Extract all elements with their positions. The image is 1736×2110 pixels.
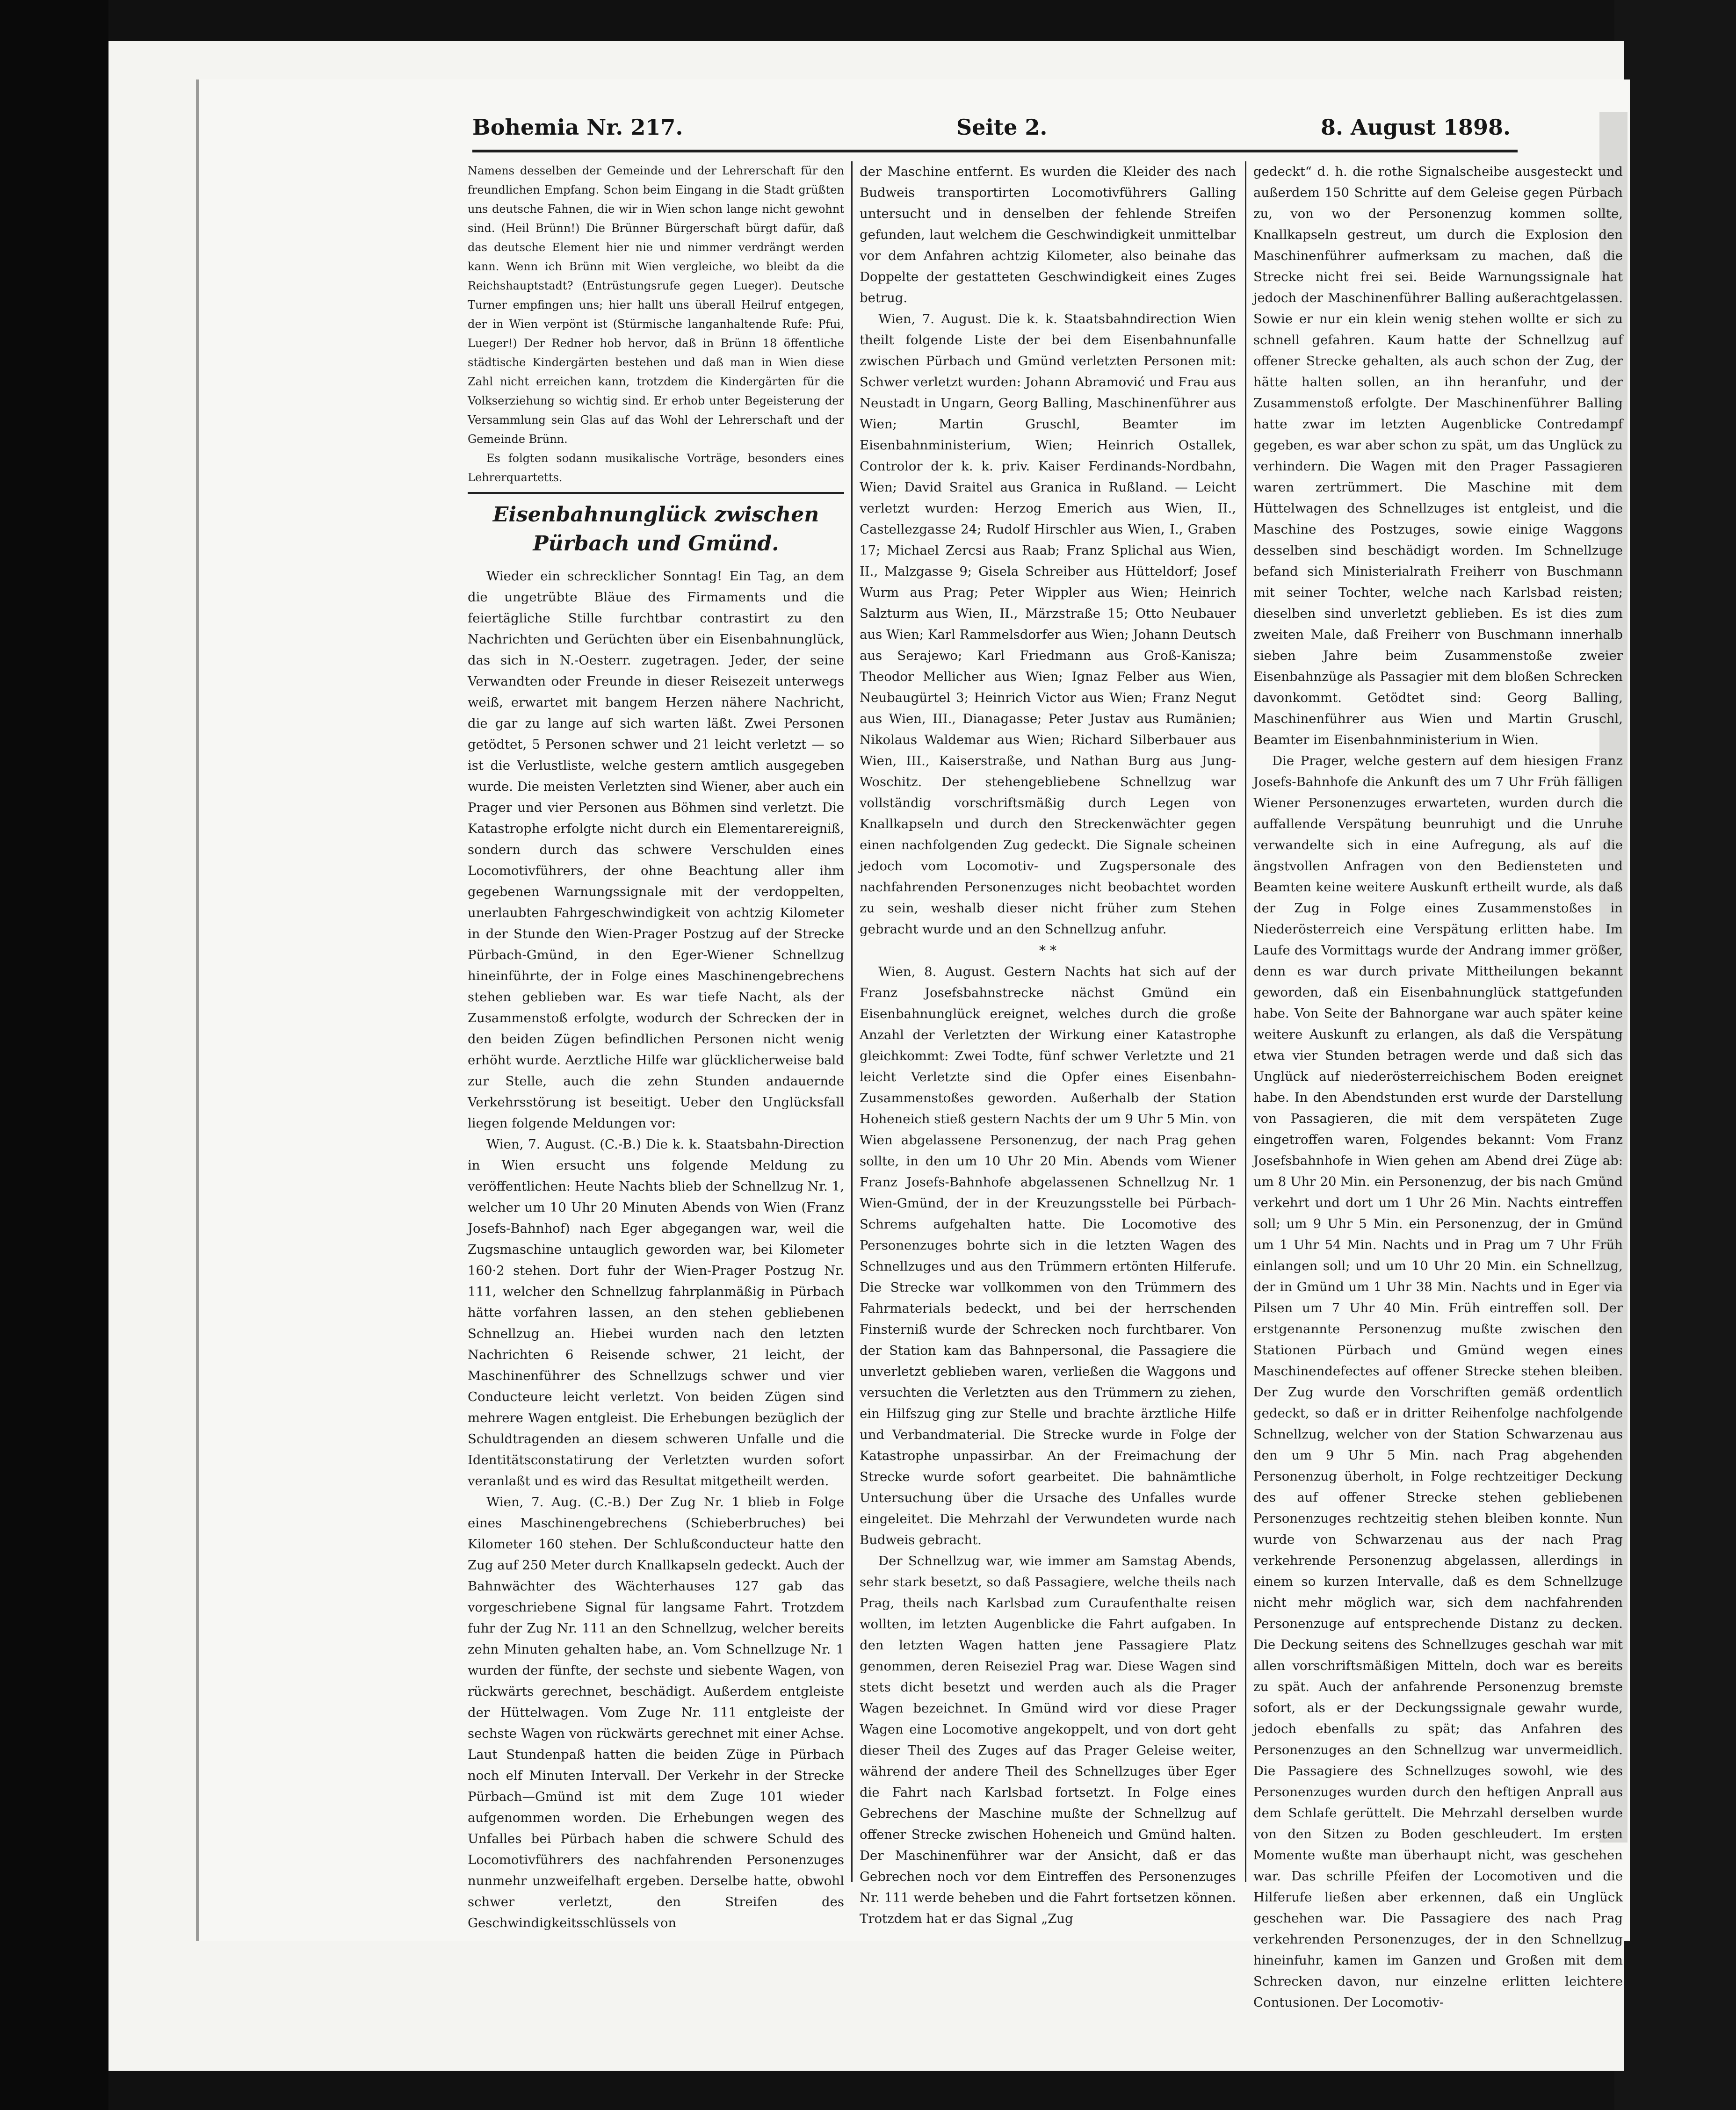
column-3 — [1253, 161, 1623, 2010]
section-separator: * * — [1039, 943, 1056, 958]
header-date: 8. August 1898. — [1321, 115, 1511, 140]
article-paragraph: Wieder ein schrecklicher Sonntag! Ein Tag, an dem die ungetrübte Bläue des Firmaments und die feiertägliche Stille furchtbar contrastirt zu den Nachrichten und Gerüchten über ein Eisenbahnunglück, das sich in N.-Oesterr. zugetragen. Jeder, der seine Verwandten oder Freunde in dieser Reisezeit unterwegs weiß, erwartet mit bangem Herzen nähere Nachricht, die gar zu lange auf sich warten läßt. Zwei Personen getödtet, 5 Personen schwer und 21 leicht verletzt — so ist die Verlustliste, welche gestern amtlich ausgegeben wurde. Die meisten Verletzten sind Wiener, aber auch ein Prager und vier Personen aus Böhmen sind verletzt. Die Katastrophe erfolgte nicht durch ein Elementarereigniß, sondern durch das schwere Verschulden eines Locomotivführers, der ohne Beachtung aller ihm gegebenen Warnungssignale mit der verdoppelten, unerlaubten Fahrgeschwindigkeit von achtzig Kilometer in der Stunde den Wien-Prager Postzug auf der Strecke Pürbach-Gmünd, in den Eger-Wiener Schnellzug hineinführte, der in Folge eines Maschinengebrechens stehen geblieben war. Es war tiefe Nacht, als der Zusammenstoß erfolgte, wodurch der Schrecken der in den beiden Zügen befindlichen Personen nicht wenig erhöht wurde. Aerztliche Hilfe war glücklicherweise bald zur Stelle, auch die zehn Stunden andauernde Verkehrsstörung ist beseitigt. Ueber den Unglücksfall liegen folgende Meldungen vor: — [468, 569, 844, 1131]
article-headline: Eisenbahnunglück zwischen Pürbach und Gmünd. — [492, 503, 819, 556]
column-rule-2 — [1245, 161, 1246, 1882]
article-intro: Namens desselben der Gemeinde und der Lehrerschaft für den freundlichen Empfang. Schon beim Eingang in die Stadt grüßten uns deutsche Fahnen, die wir in Wien schon lange nicht gewohnt sind. (Heil Brünn!) Die Brünner Bürgerschaft bürgt dafür, daß das deutsche Element hier nie und nimmer verdrängt werden kann. Wenn ich Brünn mit Wien vergleiche, wo bleibt da die Reichshauptstadt? (Entrüstungsrufe gegen Lueger). Deutsche Turner empfingen uns; hier hallt uns überall Heilruf entgegen, der in Wien verpönt ist (Stürmische langanhaltende Rufe: Pfui, Lueger!) Der Redner hob hervor, daß in Brünn 18 öffentliche städtische Kindergärten bestehen und daß man in Wien diese Zahl nicht erreichen kann, trotzdem die Kindergärten für die Volkserziehung so wichtig sind. Er erhob unter Begeisterung der Versammlung sein Glas auf das Wohl der Lehrerschaft und der Gemeinde Brünn. — [468, 164, 844, 446]
article-paragraph: Wien, 7. August. (C.-B.) Die k. k. Staatsbahn-Direction in Wien ersucht uns folgende Meldung zu veröffentlichen: Heute Nachts blieb der Schnellzug Nr. 1, welcher um 10 Uhr 20 Minuten Abends von Wien (Franz Josefs-Bahnhof) nach Eger abgegangen war, weil die Zugsmaschine untauglich geworden war, bei Kilometer 160·2 stehen. Dort fuhr der Wien-Prager Postzug Nr. 111, welcher den Schnellzug fahrplanmäßig in Pürbach hätte vorfahren lassen, an den stehen gebliebenen Schnellzug an. Hiebei wurden nach den letzten Nachrichten 6 Reisende schwer, 21 leicht, der Maschinenführer des Schnellzugs schwer und vier Conducteure leicht verletzt. Von beiden Zügen sind mehrere Wagen entgleist. Die Erhebungen bezüglich der Schuldtragenden an diesem schweren Unfalle und die Identitätsconstatirung der Verletzten wurden sofort veranlaßt und es wird das Resultat mitgetheilt werden. — [468, 1137, 844, 1489]
film-border-right — [1614, 0, 1736, 2110]
header-masthead: Bohemia Nr. 217. — [472, 115, 683, 140]
article-paragraph: gedeckt“ d. h. die rothe Signalscheibe ausgesteckt und außerdem 150 Schritte auf dem Geleise gegen Pürbach zu, von wo der Personenzug kommen sollte, Knallkapseln gestreut, um durch die Explosion den Maschinenführer aufmerksam zu machen, daß die Strecke nicht frei sei. Beide Warnungssignale hat jedoch der Maschinenführer Balling außerachtgelassen. Sowie er nur ein klein wenig stehen wollte er sich zu schnell gefahren. Kaum hatte der Schnellzug auf offener Strecke gehalten, als auch schon der Zug, der hätte halten sollen, an ihn heranfuhr, und der Zusammenstoß erfolgte. Der Maschinenführer Balling hatte zwar im letzten Augenblicke Contredampf gegeben, es war aber schon zu spät, um das Unglück zu verhindern. Die Wagen mit den Prager Passagieren waren zertrümmert. Die Maschine mit dem Hüttelwagen des Schnellzuges ist entgleist, und die Maschine des Postzuges, sowie einige Waggons desselben sind beschädigt worden. Im Schnellzuge befand sich Ministerialrath Freiherr von Buschmann mit seiner Tochter, welche nach Karlsbad reisten; dieselben sind unverletzt geblieben. Es ist dies zum zweiten Male, daß Freiherr von Buschmann innerhalb sieben Jahre beim Zusammenstoße zweier Eisenbahnzüge als Passagier mit dem bloßen Schrecken davonkommt. Getödtet sind: Georg Balling, Maschinenführer aus Wien und Martin Gruschl, Beamter im Eisenbahnministerium in Wien. — [1253, 164, 1623, 747]
article-paragraph: Die Prager, welche gestern auf dem hiesigen Franz Josefs-Bahnhofe die Ankunft des um 7 Uhr Früh fälligen Wiener Personenzuges erwarteten, wurden durch die auffallende Verspätung beunruhigt und die Unruhe verwandelte sich in eine Aufregung, als auf die ängstvollen Anfragen von den Bediensteten und Beamten keine weitere Auskunft ertheilt wurde, als daß der Zug in Folge eines Zusammenstoßes in Niederösterreich eine Verspätung erlitten habe. Im Laufe des Vormittags wurde der Andrang immer größer, denn es war durch private Mittheilungen bekannt geworden, daß ein Eisenbahnunglück stattgefunden habe. Von Seite der Bahnorgane war auch später keine weitere Auskunft zu erlangen, als daß die Verspätung etwa vier Stunden betragen werde und daß sich das Unglück auf niederösterreichischem Boden ereignet habe. In den Abendstunden erst wurde der Darstellung von Passagieren, die mit dem verspäteten Zuge eingetroffen waren, Folgendes bekannt: Vom Franz Josefsbahnhofe in Wien gehen am Abend drei Züge ab: um 8 Uhr 20 Min. ein Personenzug, der bis nach Gmünd verkehrt und dort um 1 Uhr 26 Min. Nachts eintreffen soll; um 9 Uhr 5 Min. ein Personenzug, der in Gmünd um 1 Uhr 54 Min. Nachts und in Prag um 7 Uhr Früh einlangen soll; und um 10 Uhr 20 Min. ein Schnellzug, der in Gmünd um 1 Uhr 38 Min. Nachts und in Eger via Pilsen um 7 Uhr 40 Min. Früh eintreffen soll. Der erstgenannte Personenzug mußte zwischen den Stationen Pürbach und Gmünd wegen eines Maschinendefectes auf offener Strecke stehen bleiben. Der Zug wurde den Vorschriften gemäß ordentlich gedeckt, so daß er in dritter Reihenfolge nachfolgende Schnellzug, welcher von der Station Schwarzenau aus den um 9 Uhr 5 Min. nach Prag abgehenden Personenzug überholt, in Folge rechtzeitiger Deckung des auf offener Strecke stehen gebliebenen Personenzuges rechtzeitig stehen bleiben konnte. Nun wurde von Schwarzenau aus der nach Prag verkehrende Personenzug abgelassen, allerdings in einem so kurzen Intervalle, daß es dem Schnellzuge nicht mehr möglich war, sich dem nachfahrenden Personenzuge auf entsprechende Distanz zu decken. Die Deckung seitens des Schnellzuges geschah war mit allen vorschriftsmäßigen Mitteln, doch war es bereits zu spät. Auch der anfahrende Personenzug bremste sofort, als er der Deckungssignale gewahr wurde, jedoch ebenfalls zu spät; das Anfahren des Personenzuges an den Schnellzug war unvermeidlich. Die Passagiere des Schnellzuges sowohl, wie des Personenzuges wurden durch den heftigen Anprall aus dem Schlafe gerüttelt. Die Mehrzahl derselben wurde von den Sitzen zu Boden geschleudert. Im ersten Momente wußte man überhaupt nicht, was geschehen war. Das schrille Pfeifen der Locomotiven und die Hilferufe ließen aber erkennen, daß ein Unglück geschehen war. Die Passagiere des nach Prag verkehrenden Personenzuges, der in den Schnellzug hineinfuhr, kamen im Ganzen und Großen mit dem Schrecken davon, nur einzelne erlitten leichtere Contusionen. Der Locomotiv- — [1253, 753, 1623, 2010]
article-paragraph: der Maschine entfernt. Es wurden die Kleider des nach Budweis transportirten Locomotivführers Galling untersucht und in denselben der fehlende Streifen gefunden, laut welchem die Geschwindigkeit unmittelbar vor dem Anfahren achtzig Kilometer, also beinahe das Doppelte der gestatteten Geschwindigkeit eines Zuges betrug. — [860, 164, 1236, 305]
article-divider — [468, 492, 844, 494]
film-border-left — [0, 0, 108, 2110]
article-paragraph: Der Schnellzug war, wie immer am Samstag Abends, sehr stark besetzt, so daß Passagiere, welche theils nach Prag, theils nach Karlsbad zum Curaufenthalte reisen wollten, im letzten Augenblicke die Fahrt aufgaben. In den letzten Wagen hatten jene Passagiere Platz genommen, deren Reiseziel Prag war. Diese Wagen sind stets dicht besetzt und werden auch als die Prager Wagen bezeichnet. In Gmünd wird vor diese Prager Wagen eine Locomotive angekoppelt, und von dort geht dieser Theil des Zuges auf das Prager Geleise weiter, während der andere Theil des Schnellzuges über Eger die Fahrt nach Karlsbad fortsetzt. In Folge eines Gebrechens der Maschine mußte der Schnellzug auf offener Strecke zwischen Hoheneich und Gmünd halten. Der Maschinenführer war der Ansicht, daß er das Gebrechen noch vor dem Eintreffen des Personenzuges Nr. 111 werde beheben und die Fahrt fortsetzen können. Trotzdem hat er das Signal „Zug — [860, 1554, 1236, 1926]
article-paragraph: Wien, 7. Aug. (C.-B.) Der Zug Nr. 1 blieb in Folge eines Maschinengebrechens (Schieberbruches) bei Kilometer 160 stehen. Der Schlußconducteur hatte den Zug auf 250 Meter durch Knallkapseln gedeckt. Auch der Bahnwächter des Wächterhauses 127 gab das vorgeschriebene Signal für langsame Fahrt. Trotzdem fuhr der Zug Nr. 111 an den Schnellzug, welcher bereits zehn Minuten gehalten habe, an. Vom Schnellzuge Nr. 1 wurden der fünfte, der sechste und siebente Wagen, von rückwärts gerechnet, beschädigt. Außerdem entgleiste der Hüttelwagen. Vom Zuge Nr. 111 entgleiste der sechste Wagen von rückwärts gerechnet mit einer Achse. Laut Stundenpaß hatten die beiden Züge in Pürbach noch elf Minuten Intervall. Der Verkehr in der Strecke Pürbach—Gmünd ist mit dem Zuge 101 wieder aufgenommen worden. Die Erhebungen wegen des Unfalles bei Pürbach haben die schwere Schuld des Locomotivführers des nachfahrenden Personenzuges nunmehr unzweifelhaft ergeben. Derselbe hatte, obwohl schwer verletzt, den Streifen des Geschwindigkeitsschlüssels von — [468, 1495, 844, 1930]
column-1 — [468, 161, 844, 1930]
article-paragraph: Wien, 7. August. Die k. k. Staatsbahndirection Wien theilt folgende Liste der bei dem Eisenbahnunfalle zwischen Pürbach und Gmünd verletzten Personen mit: Schwer verletzt wurden: Johann Abramović und Frau aus Neustadt in Ungarn, Georg Balling, Maschinenführer aus Wien; Martin Gruschl, Beamter im Eisenbahnministerium, Wien; Heinrich Ostallek, Controlor der k. k. priv. Kaiser Ferdinands-Nordbahn, Wien; David Sraitel aus Granica in Rußland. — Leicht verletzt wurden: Herzog Emerich aus Wien, II., Castellezgasse 24; Rudolf Hirschler aus Wien, I., Graben 17; Michael Zercsi aus Raab; Franz Splichal aus Wien, II., Malzgasse 9; Gisela Schreiber aus Hütteldorf; Josef Wurm aus Prag; Peter Wippler aus Wien; Heinrich Salzturm aus Wien, II., Märzstraße 15; Otto Neubauer aus Wien; Karl Rammelsdorfer aus Wien; Johann Deutsch aus Serajewo; Karl Friedmann aus Groß-Kanisza; Theodor Mellicher aus Wien; Ignaz Felber aus Wien, Neubaugürtel 3; Heinrich Victor aus Wien; Franz Negut aus Wien, III., Dianagasse; Peter Justav aus Rumänien; Nikolaus Waldemar aus Wien; Richard Silberbauer aus Wien, III., Kaiserstraße, und Nathan Burg aus Jung-Woschitz. Der stehengebliebene Schnellzug war vollständig vorschriftsmäßig durch Legen von Knallkapseln und durch den Streckenwächter gegen einen nachfolgenden Zug gedeckt. Die Signale scheinen jedoch vom Locomotiv- und Zugspersonale des nachfahrenden Personenzuges nicht beobachtet worden zu sein, weshalb dieser nicht früher zum Stehen gebracht wurde und an den Schnellzug anfuhr. — [860, 311, 1236, 937]
header-page-number: Seite 2. — [956, 115, 1048, 140]
header-rule — [472, 150, 1518, 152]
article-paragraph: Wien, 8. August. Gestern Nachts hat sich auf der Franz Josefsbahnstrecke nächst Gmünd ein Eisenbahnunglück ereignet, welches durch die große Anzahl der Verletzten der Wirkung einer Katastrophe gleichkommt: Zwei Todte, fünf schwer Verletzte und 21 leicht Verletzte sind die Opfer eines Eisenbahn-Zusammenstoßes geworden. Außerhalb der Station Hoheneich stieß gestern Nachts der um 9 Uhr 5 Min. von Wien abgelassene Personenzug, der nach Prag gehen sollte, in den um 10 Uhr 20 Min. Abends vom Wiener Franz Josefs-Bahnhofe abgelassenen Schnellzug Nr. 1 Wien-Gmünd, der in der Kreuzungsstelle bei Pürbach-Schrems aufgehalten hatte. Die Locomotive des Personenzuges bohrte sich in die letzten Wagen des Schnellzuges und aus den Trümmern ertönten Hilferufe. Die Strecke war vollkommen von den Trümmern des Fahrmaterials bedeckt, und bei der herrschenden Finsterniß wurde der Schrecken noch furchtbarer. Von der Station kam das Bahnpersonal, die Passagiere die unverletzt geblieben waren, verließen die Waggons und versuchten die Verletzten aus den Trümmern zu ziehen, ein Hilfszug ging zur Stelle und brachte ärztliche Hilfe und Verbandmaterial. Die Strecke wurde in Folge der Katastrophe unpassirbar. An der Freimachung der Strecke wurde sofort gearbeitet. Die bahnämtliche Untersuchung über die Ursache des Unfalles wurde eingeleitet. Die Mehrzahl der Verwundeten wurde nach Budweis gebracht. — [860, 964, 1236, 1547]
article-intro-end: Es folgten sodann musikalische Vorträge, besonders eines Lehrerquartetts. — [468, 452, 844, 484]
column-rule-1 — [851, 161, 853, 1882]
column-2 — [860, 161, 1236, 1926]
page-header — [472, 115, 1511, 147]
